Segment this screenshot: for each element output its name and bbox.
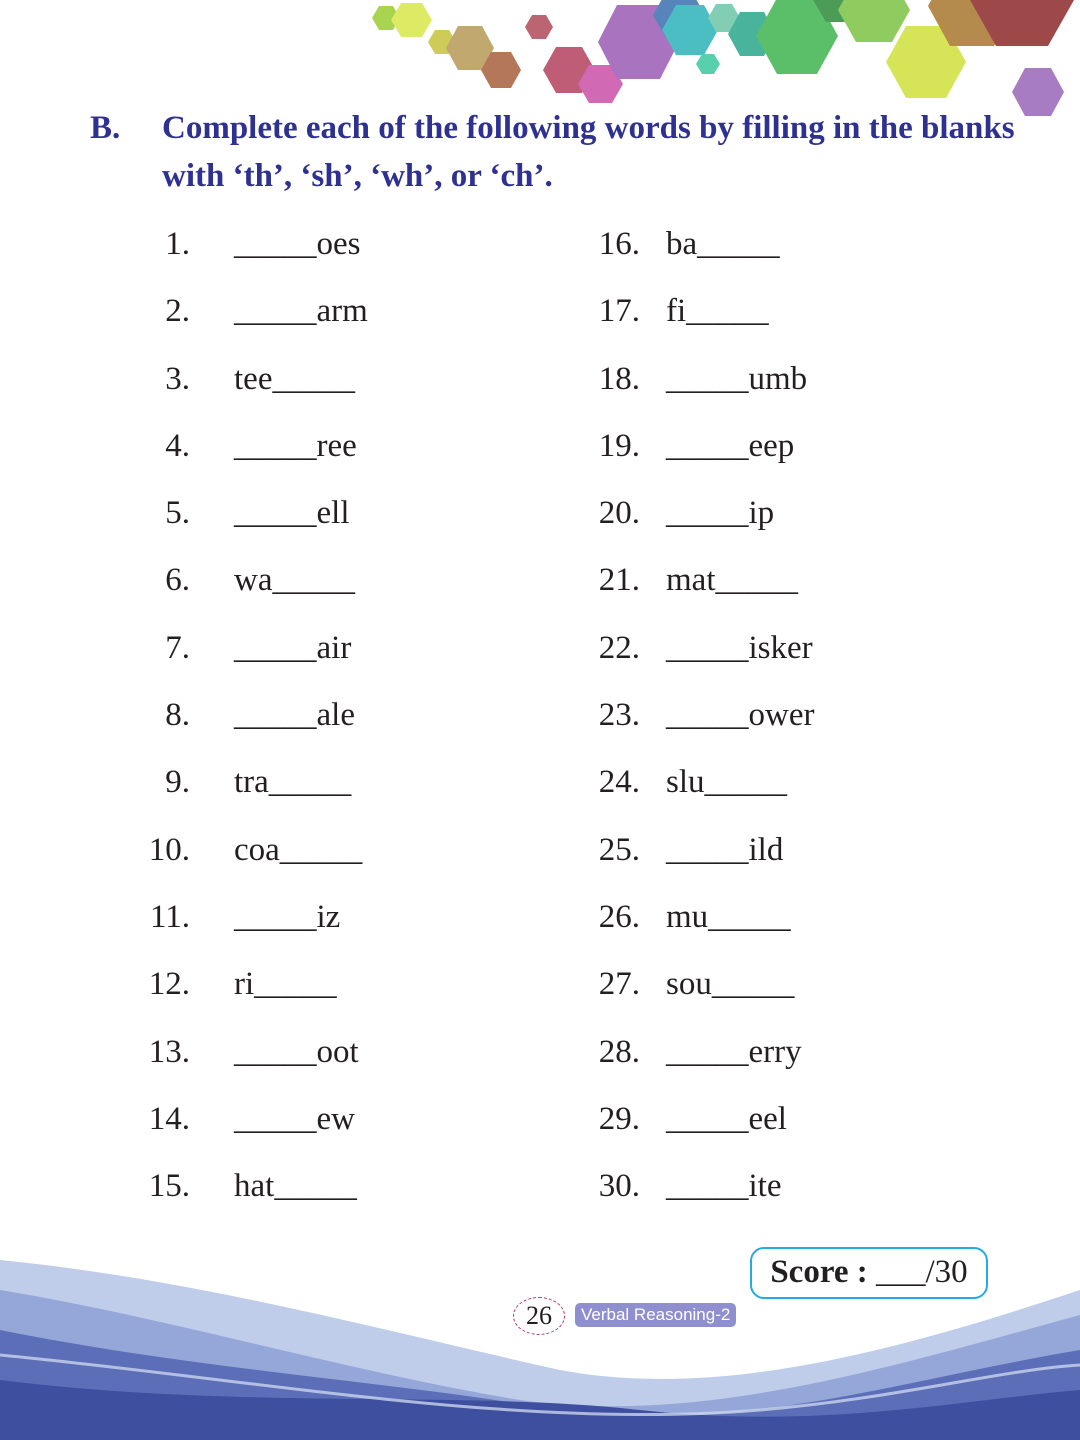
item-number: 3.	[165, 360, 190, 397]
item-number: 1.	[165, 226, 190, 262]
hexagon	[838, 0, 910, 42]
item-number: 10.	[148, 831, 190, 868]
item-number: 12.	[148, 966, 190, 1003]
item-word: _____ale	[234, 697, 355, 734]
item-number: 7.	[165, 629, 190, 666]
item-word: _____erry	[666, 1033, 802, 1070]
item-number: 20.	[598, 495, 640, 532]
item-word: ri_____	[234, 966, 337, 1003]
item-word: _____oes	[234, 226, 361, 262]
item-word: slu_____	[666, 764, 788, 801]
item-word: _____air	[234, 629, 352, 666]
item-number: 16.	[598, 226, 640, 262]
item-word: coa_____	[234, 831, 363, 868]
instructions-text: Complete each of the following words by filling in the blanks with ‘th’, ‘sh’, ‘wh’, or ‘ch’.	[162, 110, 1015, 194]
item-word: _____ite	[666, 1168, 782, 1205]
item-word: _____ower	[666, 697, 815, 734]
item-word: fi_____	[666, 293, 769, 330]
item-number: 22.	[598, 629, 640, 666]
item-word: hat_____	[234, 1168, 357, 1205]
item-number: 17.	[598, 293, 640, 330]
item-number: 28.	[598, 1033, 640, 1070]
item-word: _____eep	[666, 427, 795, 464]
item-number: 14.	[148, 1100, 190, 1137]
item-word: _____isker	[666, 629, 813, 666]
item-number: 6.	[165, 562, 190, 599]
item-word: tee_____	[234, 360, 355, 397]
item-number: 23.	[598, 697, 640, 734]
item-word: _____umb	[666, 360, 808, 397]
score-box	[750, 1247, 988, 1299]
book-title: Verbal Reasoning-2	[575, 1303, 736, 1327]
item-word: tra_____	[234, 764, 352, 801]
item-word: sou_____	[666, 966, 795, 1003]
item-word: _____ree	[234, 427, 357, 464]
item-number: 15.	[148, 1168, 190, 1205]
item-word: mat_____	[666, 562, 798, 599]
item-number: 9.	[165, 764, 190, 801]
score-label: Score :	[770, 1254, 868, 1290]
score-value: ___/30	[876, 1254, 968, 1290]
item-word: _____ew	[234, 1100, 355, 1137]
item-number: 11.	[149, 898, 190, 935]
item-word: _____arm	[234, 293, 368, 330]
item-number: 27.	[598, 966, 640, 1003]
item-word: ba_____	[666, 226, 780, 262]
item-number: 30.	[598, 1168, 640, 1205]
item-number: 29.	[598, 1100, 640, 1137]
item-number: 4.	[165, 427, 190, 464]
item-number: 13.	[148, 1033, 190, 1070]
item-number: 18.	[598, 360, 640, 397]
item-word: _____ell	[234, 495, 350, 532]
item-word: _____eel	[666, 1100, 787, 1137]
section-letter: B.	[90, 110, 121, 146]
hexagon	[696, 54, 720, 74]
item-number: 26.	[598, 898, 640, 935]
item-word: _____ild	[666, 831, 784, 868]
item-word: wa_____	[234, 562, 355, 599]
page-number: 26	[513, 1297, 565, 1335]
item-word: _____oot	[234, 1033, 359, 1070]
hexagon	[391, 3, 432, 37]
item-word: _____ip	[666, 495, 775, 532]
item-number: 5.	[165, 495, 190, 532]
item-number: 8.	[165, 697, 190, 734]
item-number: 24.	[598, 764, 640, 801]
item-word: _____iz	[234, 898, 341, 935]
item-number: 19.	[598, 427, 640, 464]
hexagon	[525, 15, 553, 39]
item-number: 2.	[165, 293, 190, 330]
item-word: mu_____	[666, 898, 791, 935]
item-number: 21.	[598, 562, 640, 599]
item-number: 25.	[598, 831, 640, 868]
